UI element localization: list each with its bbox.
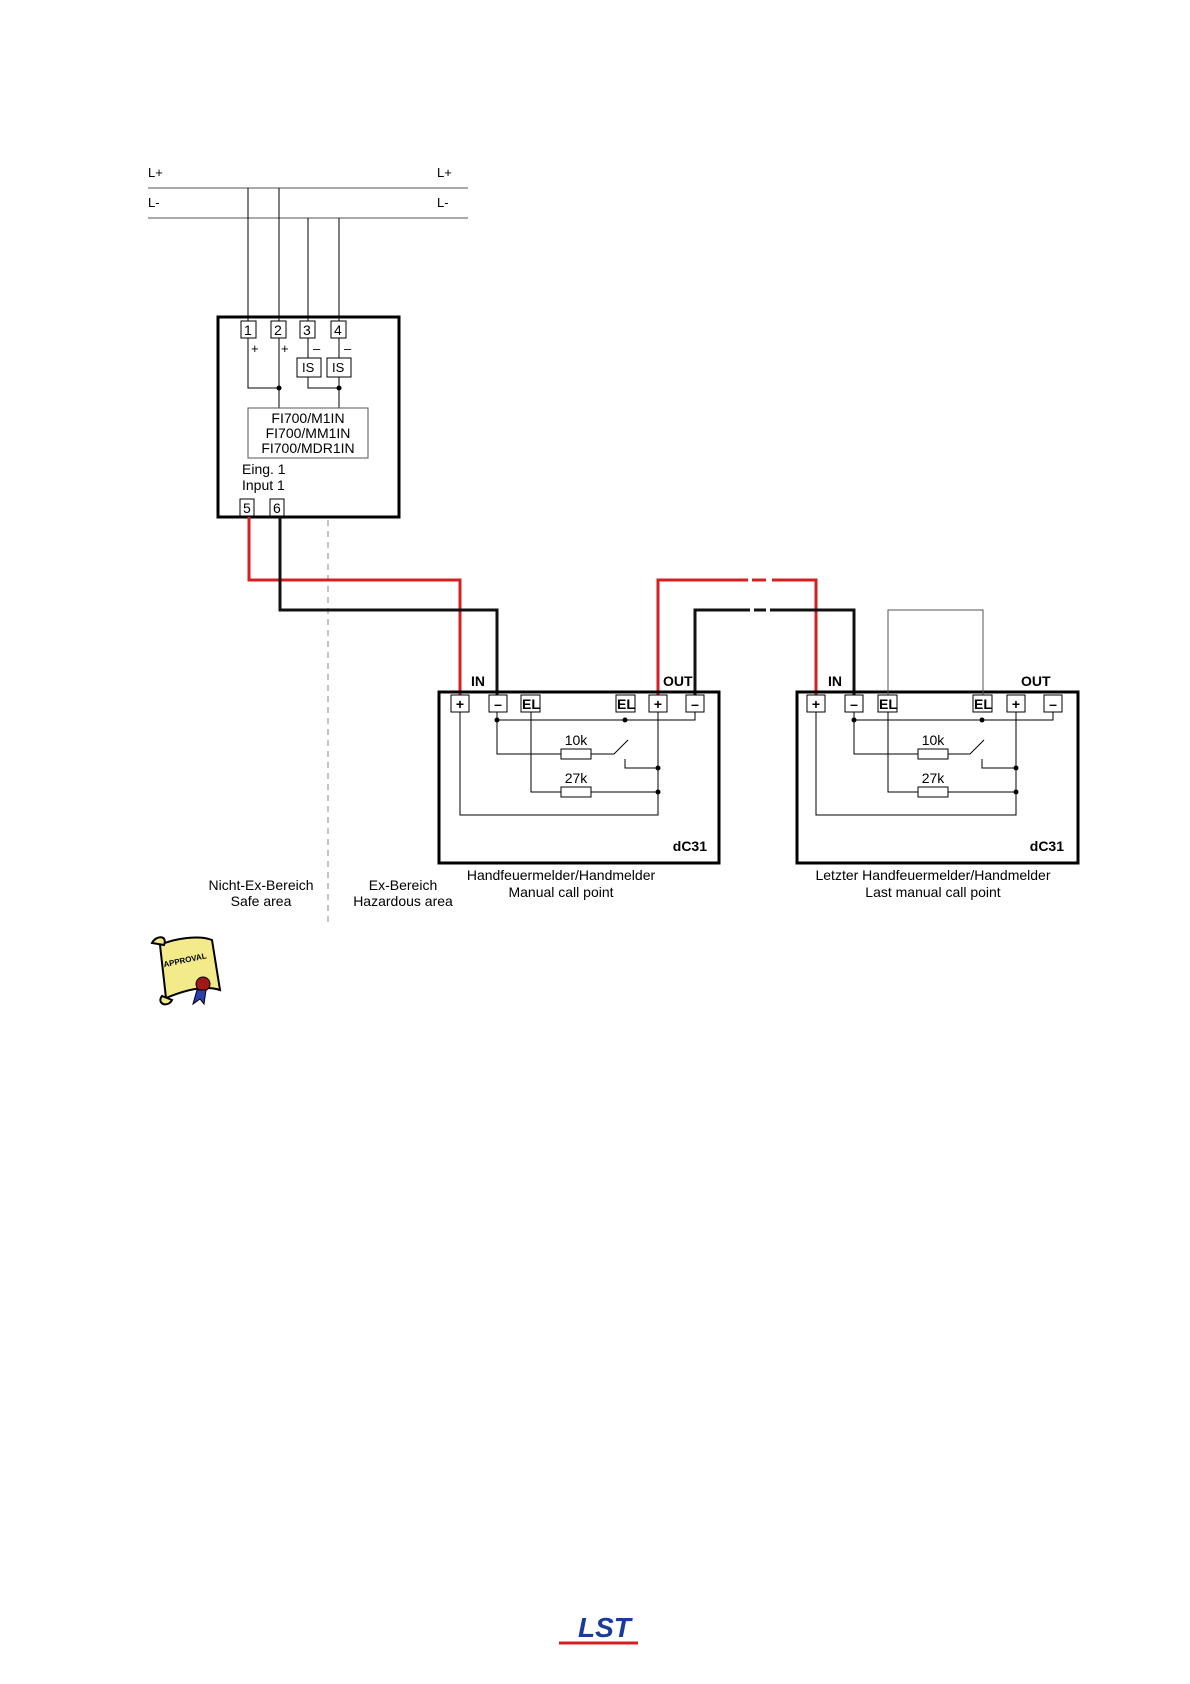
call-point-2-terminal-label-4: EL [974,696,992,712]
positive-wire-cont [772,580,816,695]
call-point-1 [439,673,719,900]
module-polarity-2: + [281,341,289,356]
call-point-2-model: dC31 [1029,838,1064,854]
safe-area-label-de: Nicht-Ex-Bereich [208,877,314,893]
call-point-2 [797,610,1078,900]
call-point-2-caption-en: Last manual call point [865,884,1001,900]
call-point-1-resistor-27k [561,787,591,797]
lst-logo-text: LST [578,1612,631,1643]
bus-lminus-left-label: L- [148,195,160,210]
call-point-1-terminal-label-5: + [653,696,663,712]
module-polarity-1: + [251,341,259,356]
call-point-2-out-label: OUT [1021,673,1051,689]
call-point-1-caption-de: Handfeuermelder/Handmelder [466,867,656,883]
call-point-2-loop-link [888,610,983,695]
call-point-1-resistor-10k [561,749,591,759]
field-wiring [249,517,854,695]
hazard-area-label-de: Ex-Bereich [368,877,438,893]
call-point-1-model: dC31 [672,838,707,854]
module-terminal-2-label: 2 [274,322,282,338]
module-input-label-de: Eing. 1 [242,461,286,477]
call-point-2-in-label: IN [828,673,842,689]
module-terminal-1-label: 1 [244,322,252,338]
bus-lplus-left-label: L+ [148,165,163,180]
call-point-1-terminal-label-3: EL [522,696,540,712]
module-terminal-6-label: 6 [273,500,281,516]
hazard-area-label-en: Hazardous area [353,893,453,909]
call-point-1-terminal-label-6: – [691,696,699,712]
call-point-2-terminal-label-3: EL [879,696,897,712]
safe-area-label-en: Safe area [230,893,292,909]
call-point-1-internal-circuit [460,712,695,815]
module-input-label-en: Input 1 [242,477,285,493]
module-polarity-4: – [344,341,352,356]
call-point-2-r1-label: 10k [921,732,945,748]
call-point-2-r2-label: 27k [921,770,945,786]
module-node-1 [277,386,282,391]
is-barrier-1-label: IS [302,360,315,375]
call-point-1-r1-label: 10k [564,732,588,748]
approval-badge-text: APPROVAL [162,951,208,970]
call-point-1-terminal-label-1: + [455,696,465,712]
module-model-2: FI700/MM1IN [265,425,351,441]
call-point-2-caption-de: Letzter Handfeuermelder/Handmelder [815,867,1051,883]
call-point-1-terminal-label-2: – [494,696,502,712]
bus-lminus-right-label: L- [437,195,449,210]
call-point-2-terminal-label-6: – [1049,696,1057,712]
lst-logo [559,1612,638,1643]
interface-module [218,317,399,517]
negative-wire-out [695,610,750,695]
call-point-1-caption-en: Manual call point [508,884,614,900]
call-point-1-r2-label: 27k [564,770,588,786]
is-barrier-2-label: IS [332,360,345,375]
module-polarity-3: – [313,341,321,356]
approval-badge-icon [152,937,220,1004]
call-point-2-terminal-label-1: + [811,696,821,712]
module-model-3: FI700/MDR1IN [261,440,355,456]
call-point-2-terminal-label-5: + [1011,696,1021,712]
module-terminal-3-label: 3 [303,322,311,338]
supply-bus [148,165,468,322]
call-point-1-out-label: OUT [663,673,693,689]
module-terminal-4-label: 4 [334,322,342,338]
call-point-2-resistor-10k [918,749,948,759]
call-point-2-internal-circuit [816,712,1053,815]
module-terminal-5-label: 5 [243,500,251,516]
module-model-1: FI700/M1IN [271,410,345,426]
bus-lplus-right-label: L+ [437,165,452,180]
call-point-2-resistor-27k [918,787,948,797]
negative-wire-in [280,517,497,695]
call-point-1-terminal-label-4: EL [617,696,635,712]
module-internal-wire-5 [308,377,339,388]
call-point-1-in-label: IN [471,673,485,689]
call-point-2-terminal-label-2: – [850,696,858,712]
module-node-2 [337,386,342,391]
